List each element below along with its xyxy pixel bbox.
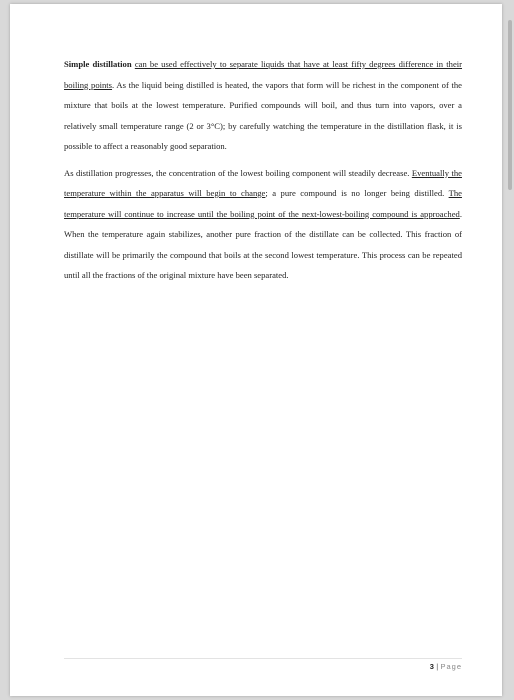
- footer-divider: [64, 658, 462, 659]
- scrollbar-thumb[interactable]: [508, 20, 512, 190]
- paragraph-distillation-progress: [64, 163, 462, 286]
- page-label: Page: [440, 662, 462, 671]
- paragraph-text: ; a pure compound is no longer being distilled.: [265, 188, 449, 198]
- underlined-phrase: Eventually the temperature within the apparatus will begin to change: [64, 167, 462, 198]
- paragraph-text: . As the liquid being distilled is heated, the vapors that form will be richest in the component of the mixture that boils at the lowest temperature. Purified compounds will boil, and thus turn into vapors, over a relatively small temperature range (2 or 3°C); by carefully watching the temperature in the distillation flask, it is possible to affect a reasonably good separation.: [64, 79, 462, 151]
- footer-separator: |: [436, 662, 439, 671]
- paragraph-text: . When the temperature again stabilizes, another pure fraction of the distillate can be collected. This fraction of distillate will be primarily the compound that boils at the second lowest temperature. This process can be repeated until all the fractions of the original mixture have been separated.: [64, 208, 462, 280]
- page-footer: [430, 662, 462, 671]
- document-page: [10, 4, 502, 696]
- page-body: [64, 54, 462, 292]
- underlined-phrase: The temperature will continue to increase until the boiling point of the next-lowest-boiling compound is approached: [64, 188, 462, 219]
- page-number: 3: [429, 662, 435, 671]
- paragraph-simple-distillation: [64, 54, 462, 157]
- vertical-scrollbar[interactable]: [506, 0, 514, 700]
- term-simple-distillation: Simple distillation: [64, 59, 132, 69]
- underlined-phrase: can be used effectively to separate liquids that have at least fifty degrees difference in their boiling points: [64, 59, 463, 90]
- paragraph-text: As distillation progresses, the concentration of the lowest boiling component will steadily decrease.: [64, 167, 412, 178]
